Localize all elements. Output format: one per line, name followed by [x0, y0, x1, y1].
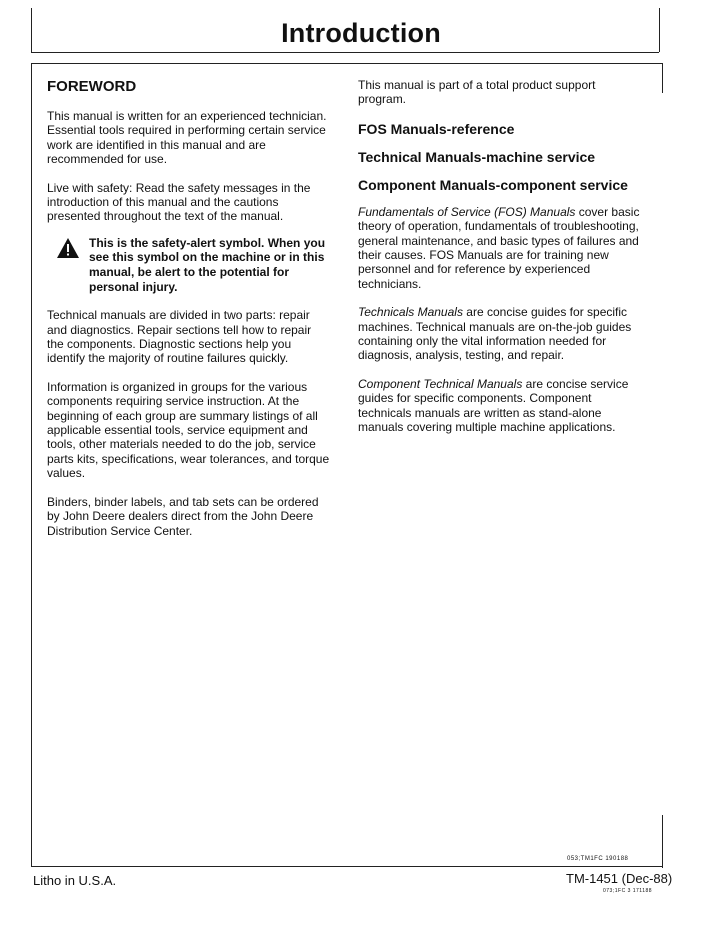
- safety-alert-block: [47, 236, 331, 294]
- foreword-paragraph-4: Information is organized in groups for the various components requiring service instruction. At the beginning of each group are summary listings of all applicable essential tools, service equipment and tools, other materials needed to do the job, service parts kits, specifications, wear tolerances, and torque values.: [47, 379, 330, 481]
- foreword-paragraph-5: Binders, binder labels, and tab sets can be ordered by John Deere dealers direct from the John Deere Distribution Service Center.: [47, 494, 319, 538]
- component-manuals-heading: Component Manuals-component service: [358, 176, 628, 193]
- technical-manuals-heading: Technical Manuals-machine service: [358, 148, 596, 165]
- fos-manuals-description: cover basic theory of operation, fundamentals of troubleshooting, general maintenance, and basic types of failures and their causes. FOS Manuals are for training new personnel and for reference by experienced technicians.: [358, 204, 640, 291]
- foreword-paragraph-3: Technical manuals are divided in two parts: repair and diagnostics. Repair sections tell how to repair the components. Diagnostic sections help you identify the majority of routine failures quickly.: [47, 308, 312, 366]
- foreword-paragraph-1: This manual is written for an experienced technician. Essential tools required in performing certain service work are identified in this manual and are recommended for use.: [47, 109, 327, 167]
- content-right-rule-top: [662, 63, 663, 93]
- component-manuals-term: Component Technical Manuals: [358, 376, 523, 391]
- safety-alert-text: This is the safety-alert symbol. When you see this symbol on the machine or in this manual, be alert to the potential for personal injury.: [89, 235, 326, 294]
- footer-code-top: 053;TM1FC 190188: [567, 856, 629, 862]
- fos-manuals-heading: FOS Manuals-reference: [358, 120, 515, 137]
- footer-rule: [31, 866, 663, 867]
- component-manuals-description: are concise service guides for specific components. Component technicals manuals are written as stand-alone manuals covering multiple machine applications.: [358, 376, 629, 435]
- technical-manuals-description: are concise guides for specific machines. Technical manuals are on-the-job guides containing only the vital information needed for diagnosis, analysis, testing, and repair.: [358, 305, 632, 363]
- right-column: [358, 78, 644, 435]
- litho-label: Litho in U.S.A.: [33, 873, 117, 888]
- page-title: Introduction: [281, 18, 441, 48]
- header-bottom-rule: [31, 52, 659, 53]
- foreword-heading: FOREWORD: [47, 78, 137, 95]
- fos-manuals-paragraph: [358, 205, 644, 291]
- foreword-paragraph-2: Live with safety: Read the safety messages in the introduction of this manual and the cautions presented throughout the text of the manual.: [47, 180, 311, 224]
- footer-code-bottom: 073;1FC 3 171188: [603, 888, 653, 894]
- tm-number: TM-1451 (Dec-88): [566, 871, 673, 886]
- technical-manuals-term: Technicals Manuals: [358, 305, 463, 320]
- technical-manuals-paragraph: [358, 305, 644, 363]
- safety-alert-icon: [57, 238, 79, 258]
- support-program-intro: This manual is part of a total product support program.: [358, 78, 596, 107]
- component-manuals-paragraph: [358, 377, 644, 435]
- content-right-rule-bottom: [662, 815, 663, 868]
- left-column: [47, 78, 331, 538]
- content-left-rule: [31, 63, 32, 866]
- fos-manuals-term: Fundamentals of Service (FOS) Manuals: [358, 204, 576, 219]
- content-top-rule: [31, 63, 662, 64]
